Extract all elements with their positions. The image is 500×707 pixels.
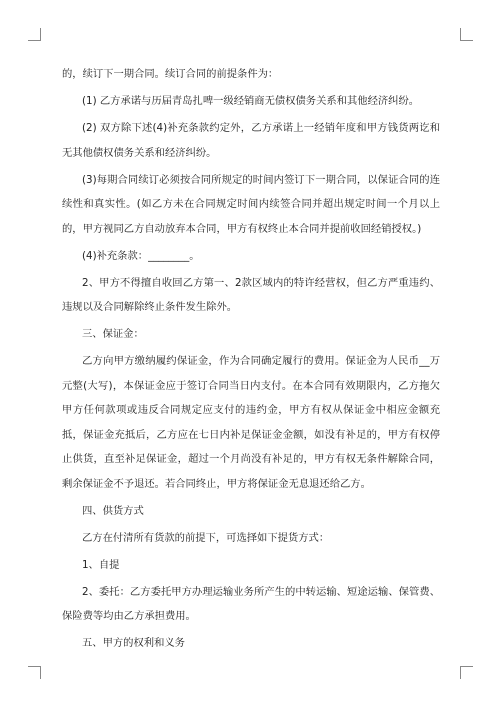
crop-mark-top-left	[28, 28, 41, 41]
section-heading-party-a-rights: 五、甲方的权利和义务	[82, 637, 185, 649]
paragraph-condition-4: (4)补充条款：________。	[82, 249, 200, 262]
section-heading-deposit: 三、保证金：	[82, 328, 144, 340]
document-page	[62, 62, 440, 658]
crop-mark-bottom-right	[460, 666, 473, 679]
paragraph-clause-2: 2、甲方不得擅自收回乙方第一、2款区域内的特许经营权，但乙方严重违约、违规以及合同解除终止条件发生除外。	[62, 276, 440, 313]
paragraph-supply-self-pickup: 1、自提	[82, 558, 120, 571]
paragraph-condition-1: (1) 乙方承诺与历届青岛扎啤一级经销商无债权债务关系和其他经济纠纷。	[82, 95, 420, 107]
paragraph-supply-entrust: 2、委托：乙方委托甲方办理运输业务所产生的中转运输、短途运输、保管费、保险费等均由乙方承担费用。	[62, 585, 440, 622]
paragraph-condition-3: (3)每期合同续订必须按合同所规定的时间内签订下一期合同，以保证合同的连续性和真实性。(如乙方未在合同规定时间内续签合同并超出规定时间一个月以上的，甲方视同乙方自动放弃本合同，甲方有权终止本合同并提前收回经销授权。)	[62, 173, 440, 235]
paragraph-supply-intro: 乙方在付清所有货款的前提下，可选择如下提货方式：	[82, 531, 330, 544]
crop-mark-bottom-left	[28, 666, 41, 679]
paragraph-continuation: 的，续订下一期合同。续订合同的前提条件为：	[62, 68, 279, 80]
section-heading-supply: 四、供货方式	[82, 504, 144, 517]
paragraph-condition-2: (2) 双方除下述(4)补充条款约定外，乙方承诺上一经销年度和甲方钱货两讫和无其他债权债务关系和经济纠纷。	[62, 122, 440, 159]
crop-mark-top-right	[460, 28, 473, 41]
paragraph-deposit: 乙方向甲方缴纳履约保证金，作为合同确定履行的费用。保证金为人民币__万元整(大写)，本保证金应于签订合同当日内支付。在本合同有效期限内，乙方拖欠甲方任何款项或违反合同规定应支付的违约金，甲方有权从保证金中相应金额充抵，保证金充抵后，乙方应在七日内补足保证金金额，如没有补足的，甲方有权停止供货，直至补足保证金，超过一个月尚没有补足的，甲方有权无条件解除合同，剩余保证金不予退还。若合同终止，甲方将保证金无息退还给乙方。	[62, 355, 440, 490]
